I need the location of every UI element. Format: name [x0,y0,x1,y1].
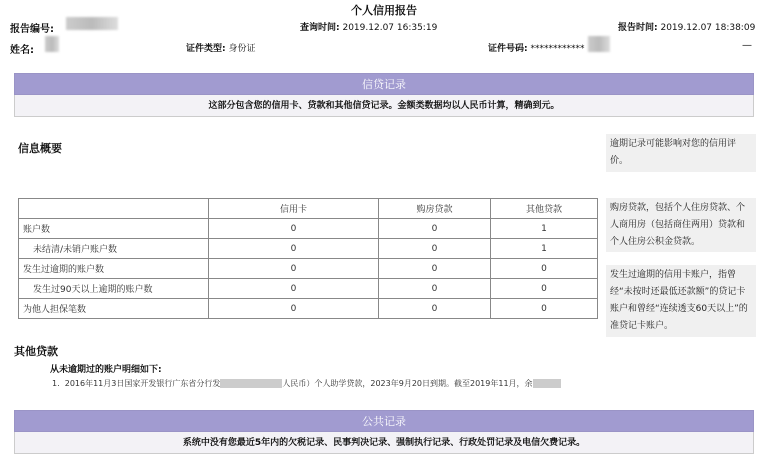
other-loans-subtitle: 从未逾期过的账户明细如下: [50,365,162,375]
query-time [300,20,437,33]
loan-item [52,378,561,389]
public-section-header: 公共记录 [14,410,754,432]
name-label: 姓名: [10,45,34,56]
row-label: 发生过逾期的账户数 [19,259,209,279]
col-header [19,199,209,219]
report-title: 个人信用报告 [351,4,417,17]
id-no [488,41,584,54]
loan-item-number: 1. [52,379,60,388]
cell: 0 [379,219,491,239]
name-redacted [45,36,59,52]
credit-section-desc: 这部分包含您的信用卡、贷款和其他信贷记录。金额类数据均以人民币计算，精确到元。 [14,95,754,117]
id-no-redacted [588,36,610,52]
table-row [19,259,598,279]
report-time [618,20,755,33]
id-type [186,41,256,54]
query-time-value: 2019.12.07 16:35:19 [342,23,438,33]
id-no-label: 证件号码: [488,44,528,54]
cell: 0 [379,239,491,259]
report-no-label: 报告编号: [10,24,54,35]
cell: 0 [209,239,379,259]
id-type-label: 证件类型: [186,44,226,54]
col-header: 购房贷款 [379,199,491,219]
row-label: 为他人担保笔数 [19,299,209,319]
cell: 0 [491,279,598,299]
report-time-label: 报告时间: [618,23,658,33]
summary-title: 信息概要 [18,142,62,155]
cell: 0 [209,219,379,239]
redacted-block [533,379,561,388]
cell: 0 [209,279,379,299]
table-row [19,239,598,259]
report-no-redacted [66,17,118,30]
loan-item-text-b: 人民币）个人助学贷款，2023年9月20日到期。截至2019年11月，余 [282,379,533,388]
loan-item-text-a: 2016年11月3日国家开发银行广东省分行发 [64,379,221,388]
cell: 0 [379,299,491,319]
credit-section-header: 信贷记录 [14,73,754,95]
cell: 0 [491,299,598,319]
cell: 0 [379,279,491,299]
note-overdue-card: 发生过逾期的信用卡账户，指曾经“未按时还最低还款额”的贷记卡账户和曾经“连续透支60天以上”的准贷记卡账户。 [606,265,756,337]
redacted-block [220,379,282,388]
note-housing-loan: 购房贷款，包括个人住房贷款、个人商用房（包括商住两用）贷款和个人住房公积金贷款。 [606,198,756,252]
row-label: 发生过90天以上逾期的账户数 [19,279,209,299]
col-header: 其他贷款 [491,199,598,219]
cell: 1 [491,219,598,239]
table-row [19,299,598,319]
cell: 0 [209,299,379,319]
dash: — [742,40,752,51]
note-overdue: 逾期记录可能影响对您的信用评价。 [606,134,756,172]
col-header: 信用卡 [209,199,379,219]
query-time-label: 查询时间: [300,23,340,33]
id-type-value: 身份证 [228,44,256,54]
row-label: 未结清/未销户账户数 [19,239,209,259]
summary-table [18,198,598,319]
report-time-value: 2019.12.07 18:38:09 [660,23,756,33]
public-section-desc: 系统中没有您最近5年内的欠税记录、民事判决记录、强制执行记录、行政处罚记录及电信欠费记录。 [14,432,754,454]
cell: 1 [491,239,598,259]
row-label: 账户数 [19,219,209,239]
cell: 0 [379,259,491,279]
table-header-row [19,199,598,219]
cell: 0 [209,259,379,279]
other-loans-title: 其他贷款 [14,345,58,358]
cell: 0 [491,259,598,279]
table-row [19,279,598,299]
table-row [19,219,598,239]
id-no-value: ************ [530,44,585,54]
